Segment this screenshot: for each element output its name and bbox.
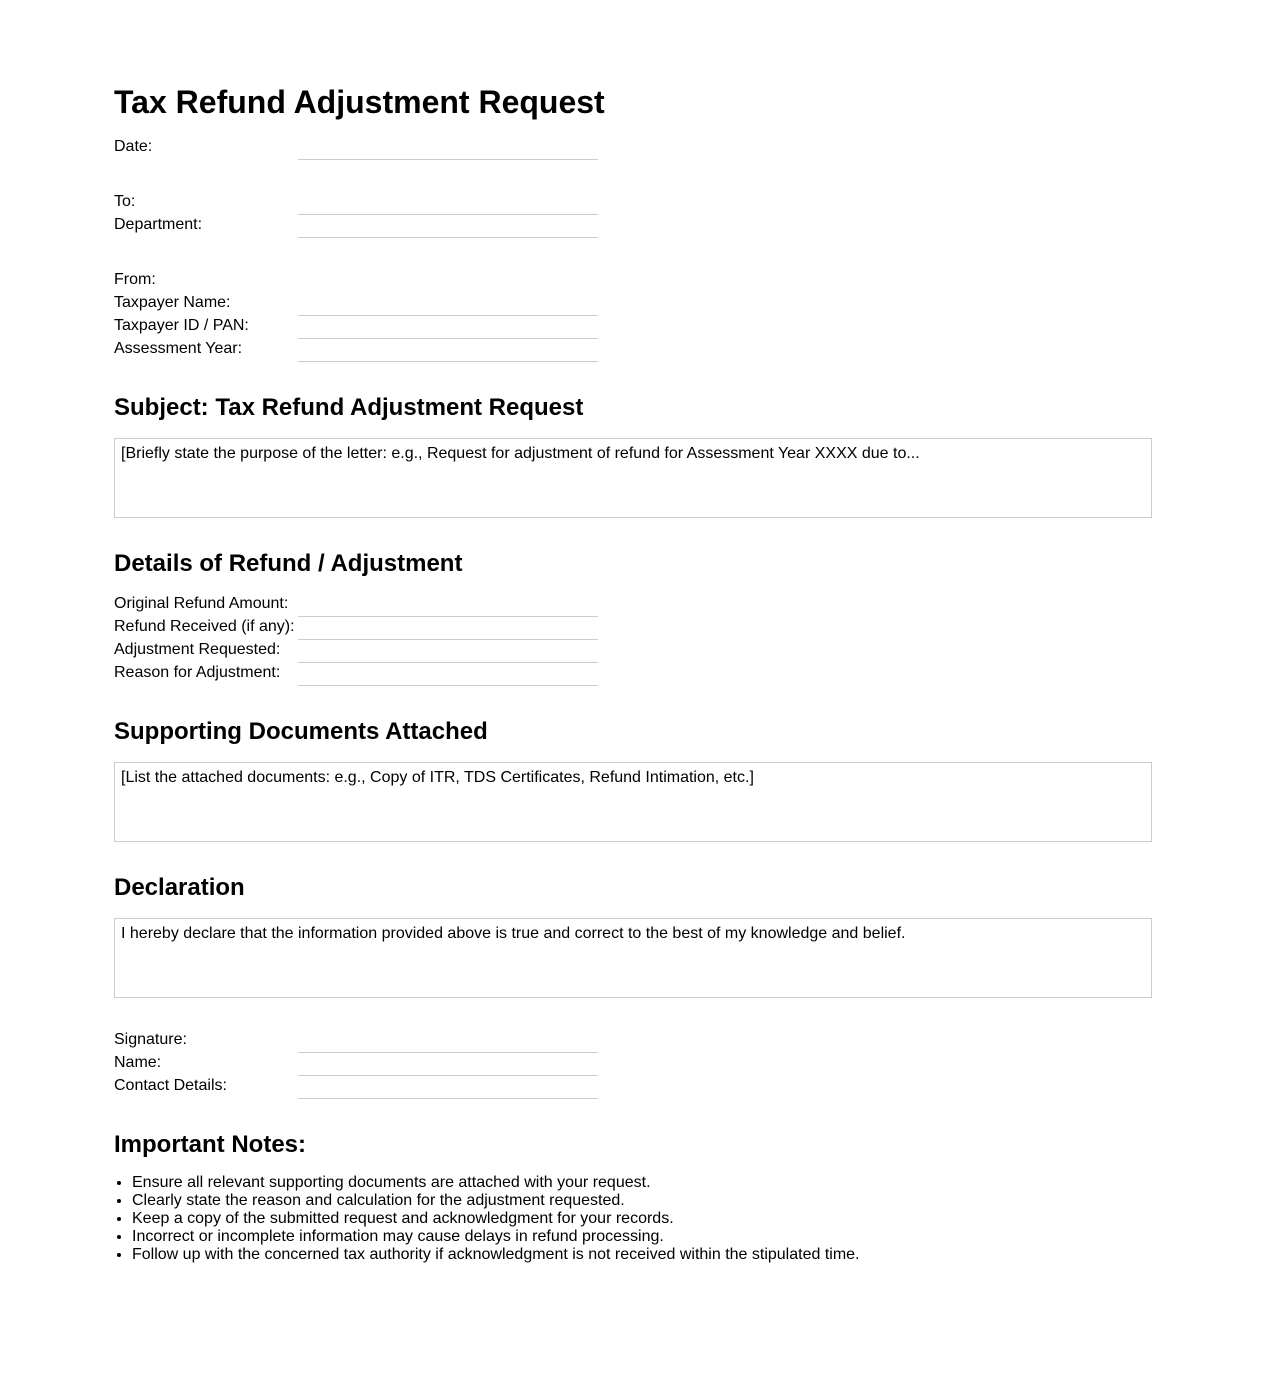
taxpayer-id-label: Taxpayer ID / PAN: — [114, 317, 249, 334]
notes-heading: Important Notes: — [114, 1131, 306, 1158]
taxpayer-name-field[interactable] — [298, 293, 598, 316]
signature-field[interactable] — [298, 1030, 598, 1053]
declaration-textbox[interactable]: I hereby declare that the information provided above is true and correct to the best of my knowledge and belief. — [114, 918, 1152, 998]
name-label: Name: — [114, 1054, 162, 1071]
date-field[interactable] — [298, 137, 598, 160]
original-refund-label: Original Refund Amount: — [114, 595, 289, 612]
list-item: • Keep a copy of the submitted request and acknowledgment for your records. — [132, 1210, 860, 1228]
list-item: • Ensure all relevant supporting documents are attached with your request. — [132, 1174, 860, 1192]
taxpayer-name-label: Taxpayer Name: — [114, 294, 231, 311]
original-refund-row — [114, 594, 598, 617]
date-row — [114, 137, 598, 160]
from-label: From: — [114, 271, 156, 288]
original-refund-field[interactable] — [298, 594, 598, 617]
assessment-year-field[interactable] — [298, 339, 598, 362]
details-heading: Details of Refund / Adjustment — [114, 550, 463, 577]
to-field[interactable] — [298, 192, 598, 215]
to-label: To: — [114, 193, 136, 210]
documents-textbox[interactable]: [List the attached documents: e.g., Copy of ITR, TDS Certificates, Refund Intimation, etc.] — [114, 762, 1152, 842]
documents-heading: Supporting Documents Attached — [114, 718, 488, 745]
refund-received-label: Refund Received (if any): — [114, 618, 295, 635]
contact-label: Contact Details: — [114, 1077, 227, 1094]
list-item: • Clearly state the reason and calculation for the adjustment requested. — [132, 1192, 860, 1210]
declaration-heading: Declaration — [114, 874, 245, 901]
adjustment-requested-label: Adjustment Requested: — [114, 641, 281, 658]
assessment-year-label: Assessment Year: — [114, 340, 243, 357]
adjustment-requested-field[interactable] — [298, 640, 598, 663]
taxpayer-name-row — [114, 293, 598, 316]
department-label: Department: — [114, 216, 203, 233]
list-item: • Incorrect or incomplete information may cause delays in refund processing. — [132, 1228, 860, 1246]
name-field[interactable] — [298, 1053, 598, 1076]
refund-received-row — [114, 617, 598, 640]
assessment-year-row — [114, 339, 598, 362]
contact-field[interactable] — [298, 1076, 598, 1099]
refund-received-field[interactable] — [298, 617, 598, 640]
subject-textbox[interactable]: [Briefly state the purpose of the letter: e.g., Request for adjustment of refund for Assessment Year XXXX due to... — [114, 438, 1152, 518]
name-row — [114, 1053, 598, 1076]
contact-row — [114, 1076, 598, 1099]
subject-heading: Subject: Tax Refund Adjustment Request — [114, 394, 584, 421]
date-label: Date: — [114, 138, 153, 155]
reason-label: Reason for Adjustment: — [114, 664, 281, 681]
adjustment-requested-row — [114, 640, 598, 663]
page-title: Tax Refund Adjustment Request — [114, 84, 605, 120]
list-item: • Follow up with the concerned tax authority if acknowledgment is not received within the stipulated time. — [132, 1246, 860, 1264]
reason-field[interactable] — [298, 663, 598, 686]
taxpayer-id-field[interactable] — [298, 316, 598, 339]
department-field[interactable] — [298, 215, 598, 238]
to-row — [114, 192, 598, 215]
signature-label: Signature: — [114, 1031, 187, 1048]
notes-list — [114, 1174, 860, 1264]
taxpayer-id-row — [114, 316, 598, 339]
signature-row — [114, 1030, 598, 1053]
reason-row — [114, 663, 598, 686]
department-row — [114, 215, 598, 238]
